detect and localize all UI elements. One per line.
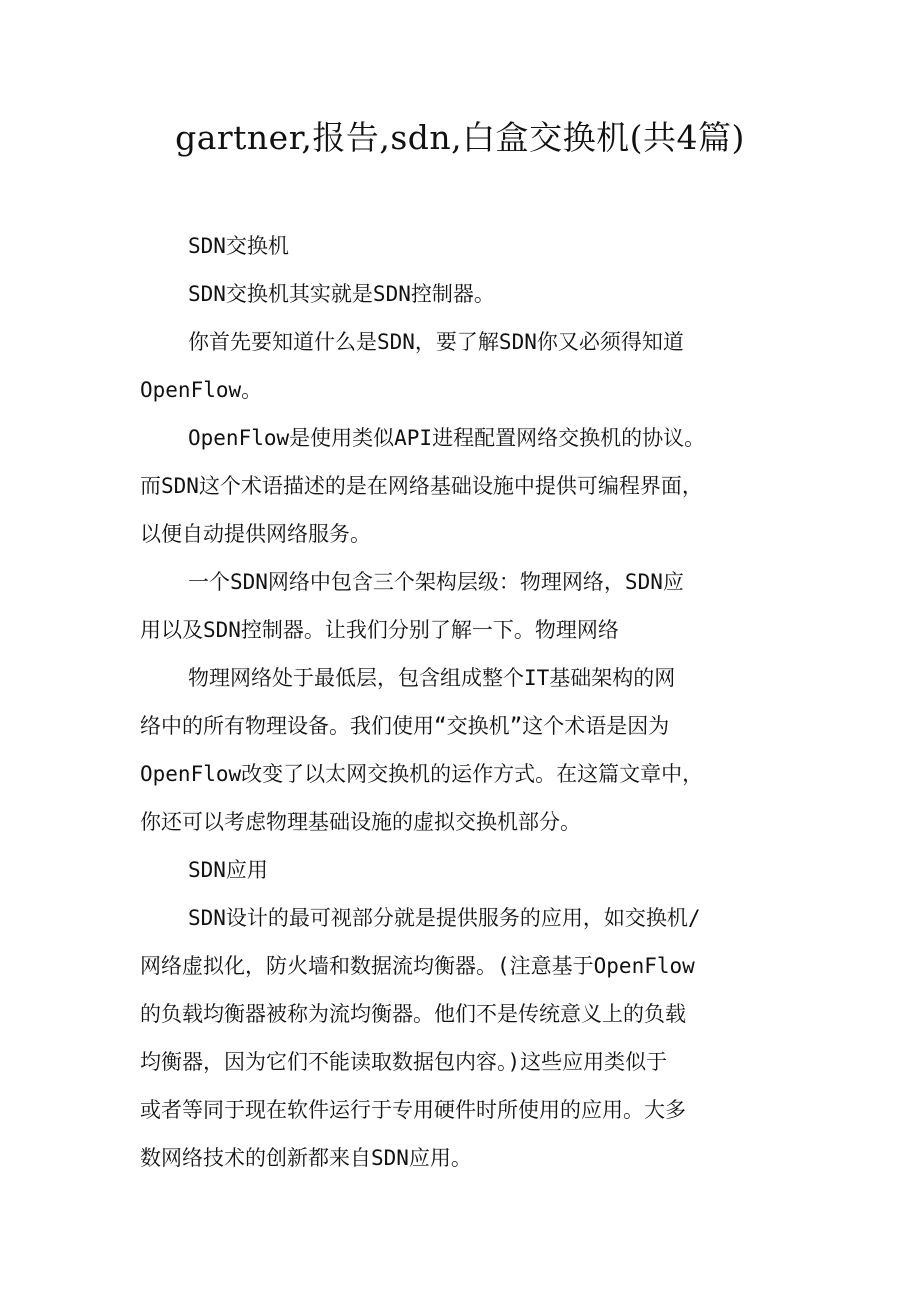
document-title: gartner,报告,sdn,白盒交换机(共4篇) xyxy=(175,118,745,157)
paragraph-physical-network xyxy=(140,654,790,846)
paragraph-sdn-apps-heading xyxy=(140,846,790,894)
text-line: 均衡器，因为它们不能读取数据包内容。)这些应用类似于 xyxy=(140,1050,668,1074)
paragraph-openflow-intro xyxy=(140,318,790,414)
text-line: SDN设计的最可视部分就是提供服务的应用，如交换机/ xyxy=(188,906,701,930)
paragraph-sdn-switch-heading xyxy=(140,222,790,270)
text-line: 以便自动提供网络服务。 xyxy=(140,522,371,546)
text-line: 用以及SDN控制器。让我们分别了解一下。物理网络 xyxy=(140,618,619,642)
text-line: 或者等同于现在软件运行于专用硬件时所使用的应用。大多 xyxy=(140,1098,686,1122)
text-line: 你还可以考虑物理基础设施的虚拟交换机部分。 xyxy=(140,810,581,834)
text-line: 的负载均衡器被称为流均衡器。他们不是传统意义上的负载 xyxy=(140,1002,686,1026)
paragraph-openflow-protocol xyxy=(140,414,790,558)
text-line: 你首先要知道什么是SDN，要了解SDN你又必须得知道 xyxy=(188,330,684,354)
text-line: 络中的所有物理设备。我们使用“交换机”这个术语是因为 xyxy=(140,714,670,738)
text-line: SDN交换机 xyxy=(188,234,289,258)
text-line: SDN交换机其实就是SDN控制器。 xyxy=(188,282,495,306)
text-line: 数网络技术的创新都来自SDN应用。 xyxy=(140,1146,472,1170)
paragraph-sdn-apps xyxy=(140,894,790,1182)
text-line: SDN应用 xyxy=(188,858,268,882)
text-line: 而SDN这个术语描述的是在网络基础设施中提供可编程界面， xyxy=(140,474,703,498)
paragraph-architecture-layers xyxy=(140,558,790,654)
document-body xyxy=(140,222,790,1182)
text-line: 物理网络处于最低层，包含组成整个IT基础架构的网 xyxy=(188,666,676,690)
paragraph-sdn-switch-definition xyxy=(140,270,790,318)
text-line: OpenFlow。 xyxy=(140,378,263,402)
text-line: 网络虚拟化，防火墙和数据流均衡器。(注意基于OpenFlow xyxy=(140,954,695,978)
text-line: OpenFlow是使用类似API进程配置网络交换机的协议。 xyxy=(188,426,706,450)
text-line: OpenFlow改变了以太网交换机的运作方式。在这篇文章中， xyxy=(140,762,704,786)
text-line: 一个SDN网络中包含三个架构层级：物理网络，SDN应 xyxy=(188,570,684,594)
